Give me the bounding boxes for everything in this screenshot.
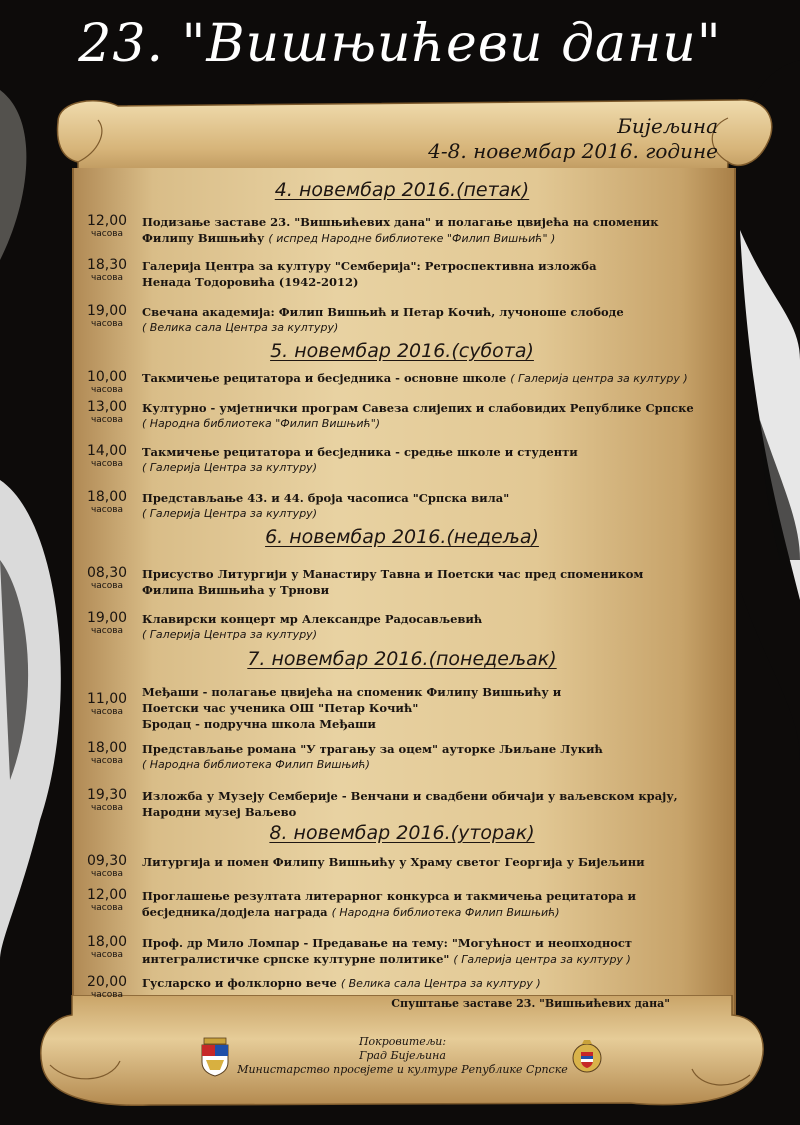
day-heading: 8. новембар 2016.(уторак) [269, 822, 535, 844]
day-heading: 7. новембар 2016.(понедељак) [247, 648, 557, 670]
time-label: 18,30 часова [86, 257, 128, 283]
closing-ceremony: Спуштање заставе 23. "Вишњићевих дана" [391, 997, 670, 1010]
sponsor-ministry: Министарство просвјете и културе Републике Српске [237, 1063, 568, 1076]
time-label: 13,00 часова [86, 399, 128, 425]
event-place-date [428, 114, 718, 164]
event-place: Бијељина [617, 114, 718, 138]
time-label: 11,00 часова [86, 691, 128, 717]
page-title: 23. "Вишњићеви дани" [78, 14, 722, 74]
time-label: 10,00 часова [86, 369, 128, 395]
time-label: 19,30 часова [86, 787, 128, 813]
time-label: 18,00 часова [86, 489, 128, 515]
day-heading: 6. новембар 2016.(недеља) [265, 526, 539, 548]
day-heading: 4. новембар 2016.(петак) [274, 179, 530, 201]
sponsors-block [230, 1035, 575, 1077]
time-label: 09,30 часова [86, 853, 128, 879]
event-dates: 4-8. новембар 2016. године [428, 139, 718, 163]
time-label: 18,00 часова [86, 740, 128, 766]
time-label: 20,00 часова [86, 974, 128, 1000]
sponsors-label: Покровитељи: [358, 1035, 447, 1048]
time-label: 12,00 часова [86, 887, 128, 913]
time-label: 14,00 часова [86, 443, 128, 469]
sponsor-city: Град Бијељина [359, 1049, 446, 1062]
time-label: 08,30 часова [86, 565, 128, 591]
republika-srpska-emblem-icon [570, 1038, 604, 1076]
bijeljina-coat-of-arms-icon [196, 1036, 234, 1078]
time-label: 19,00 часова [86, 303, 128, 329]
time-label: 19,00 часова [86, 610, 128, 636]
time-label: 12,00 часова [86, 213, 128, 239]
day-heading: 5. новембар 2016.(субота) [270, 340, 534, 362]
time-label: 18,00 часова [86, 934, 128, 960]
